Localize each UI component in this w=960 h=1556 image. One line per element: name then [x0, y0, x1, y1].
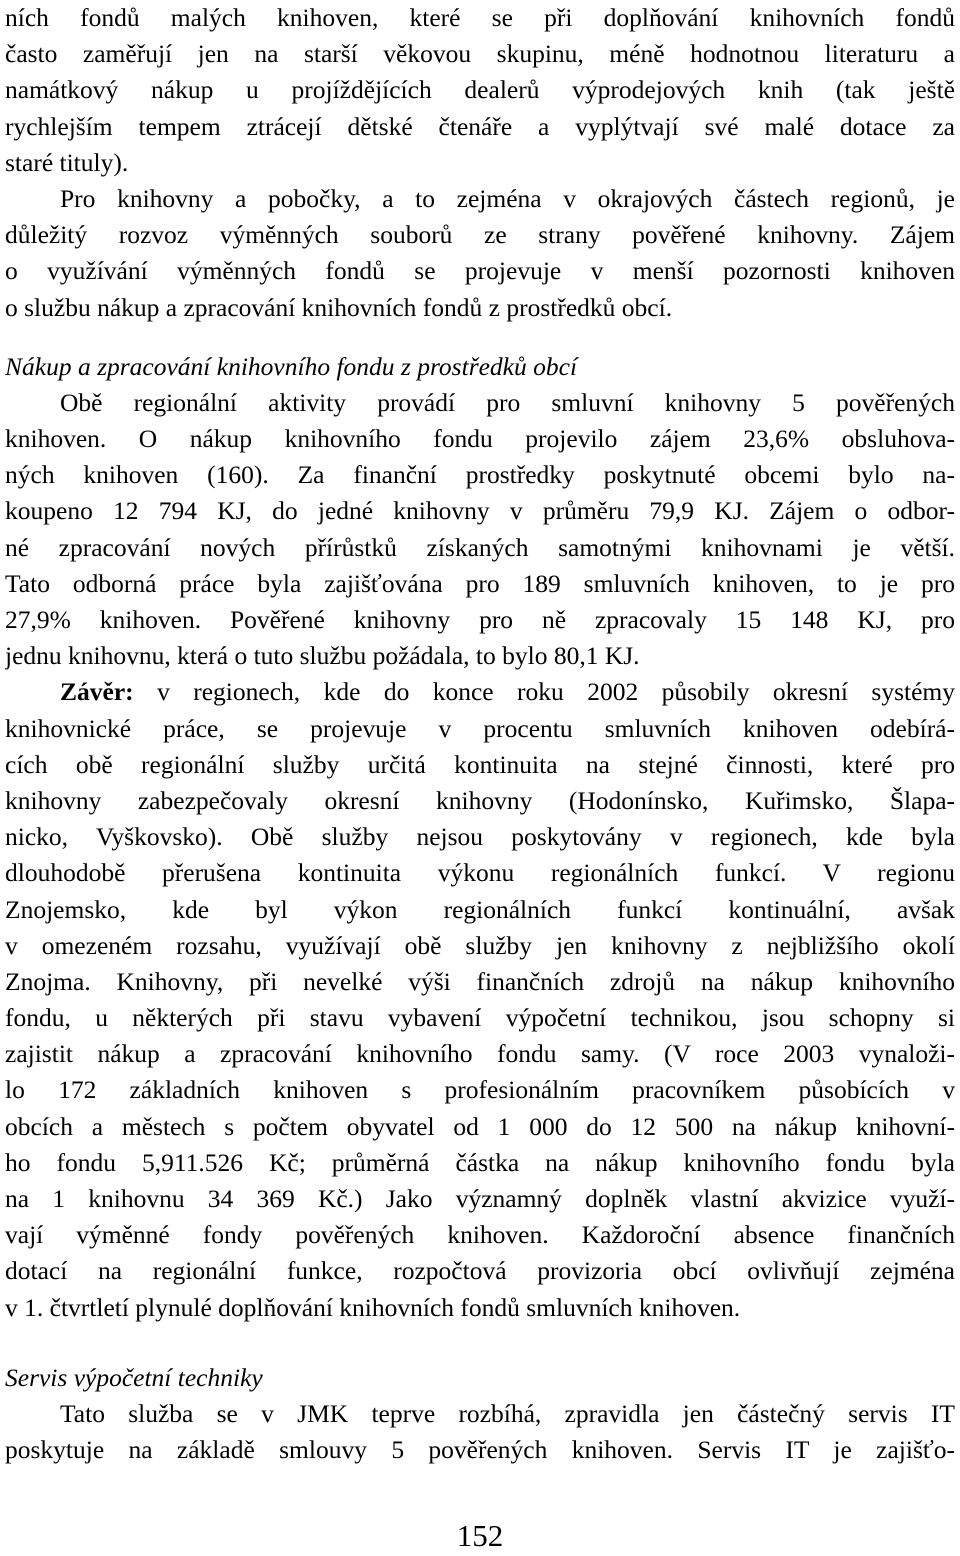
text-line: knihoven. O nákup knihovního fondu projevilo zájem 23,6% obsluhova-	[5, 424, 955, 454]
text-line: Obě regionální aktivity provádí pro smluvní knihovny 5 pověřených	[60, 387, 955, 417]
text-line: né zpracování nových přírůstků získaných samotnými knihovnami je větší.	[5, 532, 955, 562]
text-line: ních fondů malých knihoven, které se při doplňování knihovních fondů	[5, 3, 955, 32]
text-line: Znojemsko, kde byl výkon regionálních funkcí kontinuální, avšak	[5, 894, 955, 924]
text-line: knihovnické práce, se projevuje v procentu smluvních knihoven odebírá-	[5, 713, 955, 743]
text-line: dotací na regionální funkce, rozpočtová provizoria obcí ovlivňují zejména	[5, 1256, 955, 1286]
text-line: v 1. čtvrtletí plynulé doplňování knihovních fondů smluvních knihoven.	[5, 1292, 741, 1322]
conclusion-first-line: v regionech, kde do konce roku 2002 působily okresní systémy	[133, 677, 955, 707]
paragraph-continuation	[5, 0, 955, 181]
page-number: 152	[456, 1518, 504, 1553]
section-heading: Nákup a zpracování knihovního fondu z prostředků obcí	[5, 351, 578, 381]
text-line: vají výměnné fondy pověřených knihoven. Každoroční absence finančních	[5, 1220, 955, 1250]
text-line: fondu, u některých při stavu vybavení výpočetní technikou, jsou schopny si	[5, 1003, 955, 1033]
paragraph-exchange-collections	[5, 181, 955, 326]
document-page	[5, 0, 955, 1468]
text-line: Znojma. Knihovny, při nevelké výši finančních zdrojů na nákup knihovního	[5, 966, 955, 996]
text-line: důležitý rozvoz výměnných souborů ze strany pověřené knihovny. Zájem	[5, 220, 955, 250]
text-line: Tato odborná práce byla zajišťována pro 189 smluvních knihoven, to je pro	[5, 568, 955, 598]
text-line: zajistit nákup a zpracování knihovního fondu samy. (V roce 2003 vynaloži-	[5, 1039, 955, 1069]
text-line: poskytuje na základě smlouvy 5 pověřených knihoven. Servis IT je zajišťo-	[5, 1435, 955, 1465]
text-line: lo 172 základních knihoven s profesionálním pracovníkem působících v	[5, 1075, 955, 1105]
text-line: knihovny zabezpečovaly okresní knihovny (Hodonínsko, Kuřimsko, Šlapa-	[5, 785, 955, 815]
text-line: často zaměřují jen na starší věkovou skupinu, méně hodnotnou literaturu a	[5, 39, 955, 69]
text-line: ných knihoven (160). Za finanční prostředky poskytnuté obcemi bylo na-	[5, 460, 955, 490]
text-line: na 1 knihovnu 34 369 Kč.) Jako významný doplněk vlastní akvizice využí-	[5, 1184, 955, 1213]
text-line: jednu knihovnu, která o tuto službu požádala, to bylo 80,1 KJ.	[5, 641, 640, 671]
text-line: o službu nákup a zpracování knihovních fondů z prostředků obcí.	[5, 292, 673, 322]
text-line: o využívání výměnných fondů se projevuje v menší pozornosti knihoven	[5, 256, 955, 286]
text-line: ho fondu 5,911.526 Kč; průměrná částka na nákup knihovního fondu byla	[5, 1147, 955, 1177]
text-line: staré tituly).	[5, 147, 129, 177]
section-purchase	[5, 349, 955, 675]
text-line: 27,9% knihoven. Pověřené knihovny pro ně zpracovaly 15 148 KJ, pro	[5, 605, 955, 634]
text-line: dlouhodobě přerušena kontinuita výkonu regionálních funkcí. V regionu	[5, 858, 955, 888]
text-line: v omezeném rozsahu, využívají obě služby jen knihovny z nejbližšího okolí	[5, 930, 955, 960]
text-line: rychlejším tempem ztrácejí dětské čtenáře a vyplýtvají své malé dotace za	[5, 111, 955, 141]
text-line: koupeno 12 794 KJ, do jedné knihovny v průměru 79,9 KJ. Zájem o odbor-	[5, 496, 955, 526]
text-line: obcích a městech s počtem obyvatel od 1 000 do 12 500 na nákup knihovní-	[5, 1111, 955, 1141]
section-heading: Servis výpočetní techniky	[5, 1362, 263, 1392]
text-line: Pro knihovny a pobočky, a to zejména v okrajových částech regionů, je	[60, 183, 955, 213]
conclusion-paragraph	[5, 674, 955, 1325]
conclusion-label: Závěr:	[60, 677, 134, 707]
text-line: cích obě regionální služby určitá kontinuita na stejné činnosti, které pro	[5, 749, 955, 779]
text-line: namátkový nákup u projíždějících dealerů výprodejových knih (tak ještě	[5, 75, 955, 105]
text-line: Tato služba se v JMK teprve rozbíhá, zpravidla jen částečný servis IT	[60, 1398, 955, 1428]
text-line	[5, 674, 955, 710]
text-line: nicko, Vyškovsko). Obě služby nejsou poskytovány v regionech, kde byla	[5, 822, 955, 852]
section-it-service	[5, 1360, 955, 1469]
